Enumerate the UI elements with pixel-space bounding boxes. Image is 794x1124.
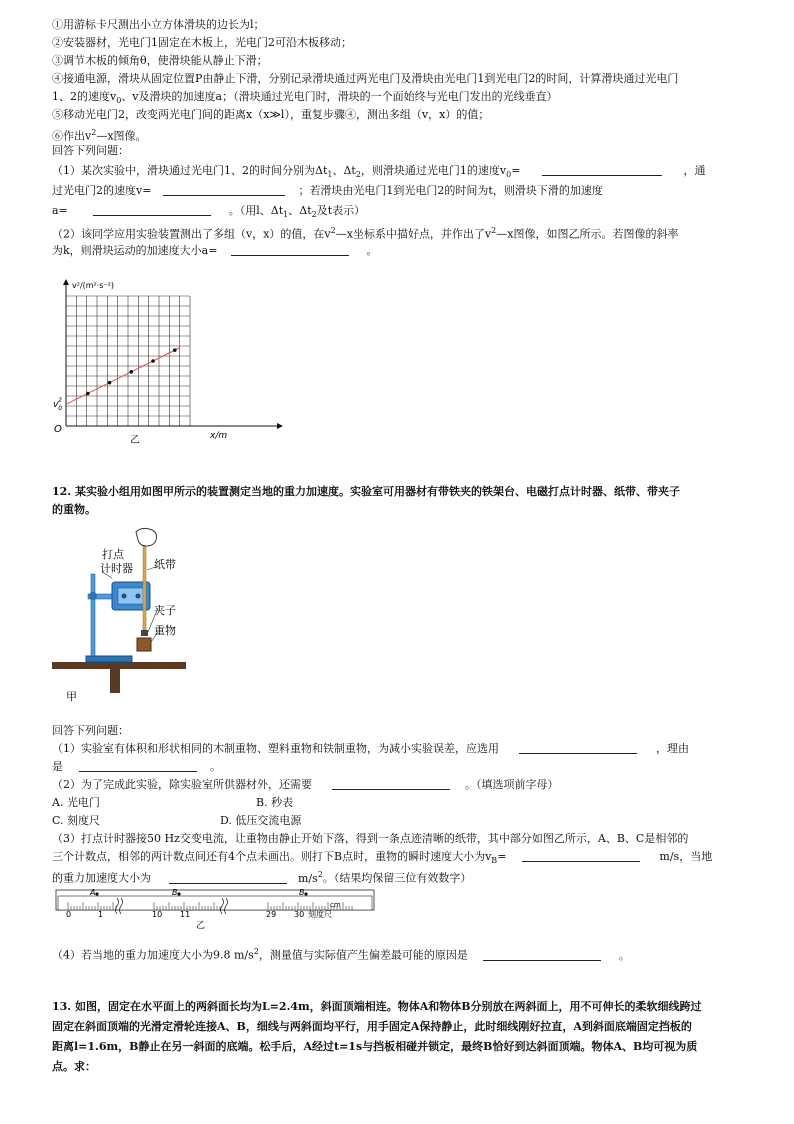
weight-icon [137, 638, 151, 651]
step-4-cont-a: 1、2的速度v [52, 90, 117, 103]
q12-3-line2-c: m/s，当地 [659, 850, 713, 863]
data-point [173, 348, 177, 352]
q12-1-line1 [52, 742, 689, 756]
y-axis-label: v²/(m²·s⁻²) [72, 281, 115, 290]
q12-1-a: （1）实验室有体积和形状相同的木制重物、塑料重物和铁制重物，为减小实验误差，应选用 [52, 742, 499, 755]
q12-3-line1: （3）打点计时器接50 Hz交变电流，让重物由静止开始下落，得到一条点迹清晰的纸带，其中部分如图乙所示，A、B、C是相邻的 [52, 832, 689, 845]
data-point [151, 359, 155, 363]
step-1: ①用游标卡尺测出小立方体滑块的边长为l； [52, 18, 265, 31]
option-d: D. 低压交流电源 [220, 814, 302, 827]
q11-1-line2 [52, 184, 603, 198]
q11-1-line3-c: 、Δt [288, 204, 312, 217]
q12-1-line2-a: 是 [52, 760, 63, 773]
step-3: ③调节木板的倾角θ，使滑块能从静止下滑； [52, 54, 268, 67]
q12-4-line [52, 945, 630, 963]
q11-2-line2-b: 。 [366, 244, 378, 257]
option-b: B. 秒表 [256, 796, 294, 809]
data-point [129, 370, 133, 374]
answer-blank-vb[interactable] [522, 850, 640, 862]
q12-3-sup: 2 [317, 870, 323, 879]
q11-2-c: —x图像，如图乙所示。若图像的斜率 [496, 227, 679, 241]
q11-2-sup: 2 [330, 226, 336, 235]
tick-10: 10 [152, 910, 163, 919]
answer-blank-equipment[interactable] [332, 778, 450, 790]
label-tape: 纸带 [154, 558, 176, 571]
q12-3-line2-b: = [497, 850, 507, 863]
q11-1-line3-a: a= [52, 204, 68, 217]
point-c: B [299, 888, 305, 897]
q13-line1: 13. 如图，固定在水平面上的两斜面长均为L=2.4m，斜面顶端相连。物体A和物体B分别放在两斜面上，用不可伸长的柔软细线跨过 [52, 1000, 702, 1013]
q13-line4: 点。求： [52, 1060, 96, 1073]
q12-stem-line1: 12. 某实验小组用如图甲所示的装置测定当地的重力加速度。实验室可用器材有带铁夹的铁架台、电磁打点计时器、纸带、带夹子 [52, 485, 680, 498]
q12-2-b: 。（填选项前字母） [465, 778, 559, 791]
graph-grid [66, 296, 190, 426]
origin-label: O [54, 424, 62, 435]
q11-1-c: ，则滑块通过光电门1的速度v [360, 164, 507, 177]
label-clip: 夹子 [154, 604, 176, 617]
clip-icon [141, 630, 148, 636]
q12-1-line2-b: 。 [210, 760, 221, 773]
tick-0: 0 [66, 910, 72, 919]
q11-1-line3-sub1: 1 [283, 210, 289, 220]
q11-1-line2-b: ；若滑块由光电门1到光电门2的时间为t，则滑块下滑的加速度 [298, 184, 603, 197]
q11-1-d: = [511, 164, 521, 177]
label-weight: 重物 [154, 624, 176, 637]
answer-blank-a[interactable] [93, 204, 211, 216]
q11-2-a: （2）该同学应用实验装置测出了多组（v，x）的值，在v [52, 227, 331, 241]
q11-1-line3-sub2: 2 [311, 210, 317, 220]
answer-blank-deviation[interactable] [483, 949, 601, 961]
q12-1-line2 [52, 760, 221, 774]
q11-1-e: ，通 [683, 164, 706, 177]
stand-base [86, 656, 132, 662]
q12-3-line3-a: 的重力加速度大小为 [52, 871, 151, 885]
q12-4-a: （4）若当地的重力加速度大小为9.8 m/s [52, 948, 254, 962]
q12-4-b: ，测量值与实际值产生偏差最可能的原因是 [258, 948, 468, 962]
q11-1-sub3: 0 [506, 170, 512, 180]
v2-x-graph [50, 276, 290, 448]
q12-3-line2 [52, 850, 712, 868]
step-4: ④接通电源，滑块从固定位置P由静止下滑，分别记录滑块通过两光电门及滑块由光电门1到光电门2的时间，计算滑块通过光电门 [52, 72, 679, 85]
q12-4-c: 。 [618, 948, 630, 962]
step-4-sub: 0 [116, 96, 122, 106]
intercept-label: $v_02$ [53, 397, 63, 412]
tick-29: 29 [266, 910, 277, 919]
step-5: ⑤移动光电门2，改变两光电门间的距离x（x≫l），重复步骤④，测出多组（v，x）的值； [52, 108, 490, 121]
answer-blank-v0[interactable] [542, 164, 662, 176]
q11-1-line3 [52, 204, 365, 222]
data-points [86, 348, 177, 395]
paper-tape [143, 542, 146, 630]
tick-1: 1 [98, 910, 104, 919]
data-point [86, 392, 90, 396]
clamp-knob [89, 592, 97, 600]
label-timer-1: 打点 [102, 548, 124, 561]
q12-stem-line2: 的重物。 [52, 503, 96, 516]
answer-blank-weight-choice[interactable] [519, 742, 637, 754]
table-leg [110, 669, 120, 693]
q12-4-sup: 2 [253, 947, 259, 956]
table-top [52, 662, 186, 669]
x-axis-label: x/m [210, 431, 228, 441]
step-4-cont [52, 90, 558, 108]
q11-2-line2-a: 为k，则滑块运动的加速度大小a= [52, 244, 218, 257]
q12-3-line3 [52, 868, 471, 886]
step-6 [52, 126, 147, 144]
q11-2-b: —x坐标系中描好点，并作出了v [335, 227, 492, 241]
apparatus-figure [50, 522, 200, 702]
q11-1-line1 [52, 164, 705, 182]
ruler-caption: 乙 [196, 921, 206, 930]
answer-blank-reason[interactable] [79, 760, 197, 772]
stand-rod [91, 574, 95, 656]
q12-2-a: （2）为了完成此实验，除实验室所供器材外，还需要 [52, 778, 312, 791]
step-2: ②安装器材，光电门1固定在木板上，光电门2可沿木板移动； [52, 36, 352, 49]
option-a: A. 光电门 [52, 796, 100, 809]
answer-prompt-12: 回答下列问题： [52, 724, 129, 737]
tick-30: 30 [294, 910, 305, 919]
q11-1-line3-b: 。（用l、Δt [228, 204, 284, 217]
q12-3-sub: B [491, 856, 498, 866]
q12-2-line [52, 778, 559, 792]
tick-11: 11 [180, 910, 191, 919]
q12-3-line3-c: 。（结果均保留三位有效数字） [322, 871, 472, 885]
q11-1-line2-a: 过光电门2的速度v= [52, 184, 152, 197]
answer-prompt-11: 回答下列问题： [52, 144, 129, 157]
label-timer-2: 计时器 [100, 562, 133, 575]
q11-1-sub1: 1 [327, 170, 333, 180]
ruler-figure [54, 886, 394, 930]
figure-caption-jia: 甲 [66, 690, 77, 702]
q13-line2: 固定在斜面顶端的光滑定滑轮连接A、B，细线与两斜面均平行，用手固定A保持静止，此时细线刚好拉直，A到斜面底端固定挡板的 [52, 1020, 692, 1033]
hand-icon [136, 528, 157, 546]
q11-2-line1 [52, 224, 678, 242]
answer-blank-accel[interactable] [231, 244, 349, 256]
step-6-a: ⑥作出v [52, 129, 92, 143]
q12-1-b: ，理由 [656, 742, 689, 755]
point-b: B [172, 888, 178, 897]
q12-3-line3-b: m/s [298, 871, 318, 885]
answer-blank-v[interactable] [163, 184, 285, 196]
graph-caption: 乙 [130, 435, 140, 446]
q11-2-sup2: 2 [491, 226, 497, 235]
q11-1-b: 、Δt [332, 164, 356, 177]
step-4-cont-b: 、v及滑块的加速度a；（滑块通过光电门时，滑块的一个面始终与光电门发出的光线垂直） [121, 90, 558, 103]
answer-blank-g[interactable] [169, 872, 287, 884]
q13-line3: 距离l=1.6m，B静止在另一斜面的底端。松手后，A经过t=1s与挡板相碰并锁定，最终B恰好到达斜面顶端。物体A、B均可视为质 [52, 1040, 698, 1053]
q11-1-sub2: 2 [355, 170, 361, 180]
step-6-b: —x图像。 [96, 129, 147, 143]
point-a: A [90, 888, 96, 897]
q12-3-line2-a: 三个计数点，相邻的两计数点间还有4个点未画出。则打下B点时，重物的瞬时速度大小为v [52, 850, 492, 863]
ruler-unit: cm [330, 901, 341, 909]
step-6-sup: 2 [91, 128, 97, 137]
q11-1-a: （1）某次实验中，滑块通过光电门1、2的时间分别为Δt [52, 164, 328, 177]
ruler-name: 刻度尺 [308, 910, 332, 919]
data-point [108, 381, 112, 385]
q11-2-line2 [52, 244, 377, 258]
option-c: C. 刻度尺 [52, 814, 101, 827]
q11-1-line3-d: 及t表示） [316, 204, 366, 217]
